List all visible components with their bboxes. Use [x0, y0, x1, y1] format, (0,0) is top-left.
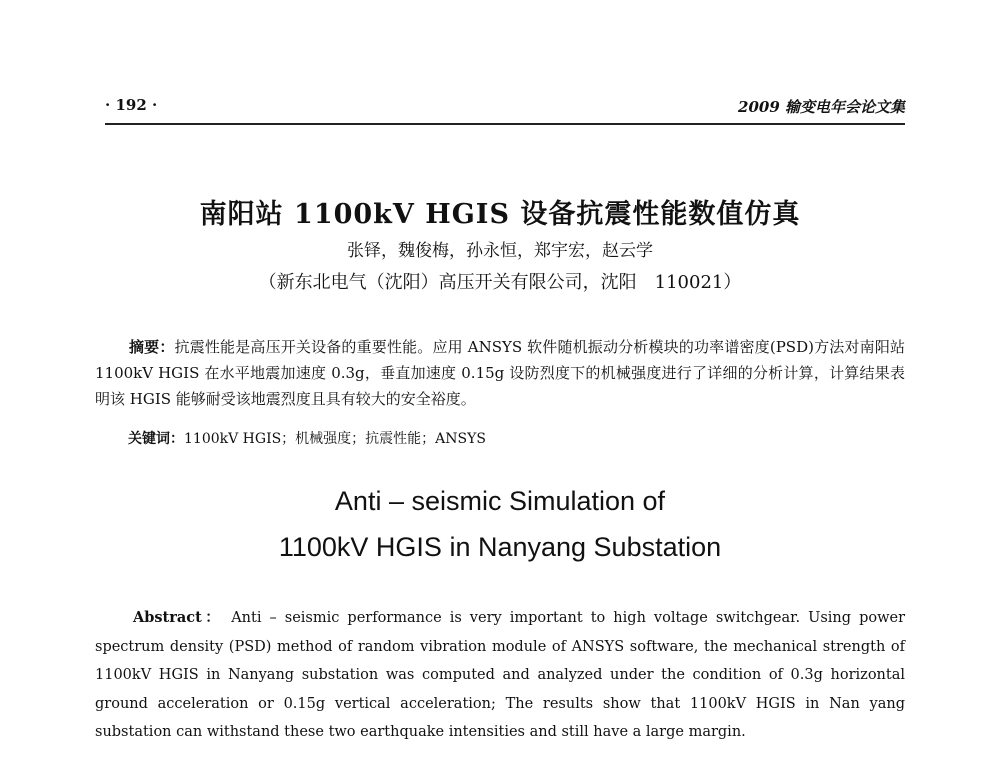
- abstract-chinese-text: 抗震性能是高压开关设备的重要性能。应用 ANSYS 软件随机振动分析模块的功率谱密度(PSD)方法对南阳站 1100kV HGIS 在水平地震加速度 0.3g，垂直加速度 0.15g 设防烈度下的机械强度进行了详细的分析计算，计算结果表明该 HGIS 能够耐受该地震烈度且具有较大的安全裕度。: [95, 338, 905, 408]
- abstract-english-label: Abstract：: [133, 609, 224, 626]
- affiliation-chinese: （新东北电气（沈阳）高压开关有限公司，沈阳 110021）: [258, 272, 742, 293]
- journal-title: 2009 输变电年会论文集: [738, 98, 905, 116]
- authors-chinese: 张铎，魏俊梅，孙永恒，郑宇宏，赵云学: [347, 241, 653, 261]
- title-english-line1: Anti – seismic Simulation of: [334, 486, 666, 516]
- abstract-chinese: [95, 334, 905, 412]
- abstract-english-paragraph: [95, 604, 905, 747]
- keywords-chinese-text: 1100kV HGIS；机械强度；抗震性能；ANSYS: [184, 431, 486, 447]
- title-chinese: 南阳站 1100kV HGIS 设备抗震性能数值仿真: [199, 199, 801, 230]
- page-number: · 192 ·: [105, 96, 158, 114]
- abstract-english-text: Anti – seismic performance is very important to high voltage switchgear. Using power spectrum density (PSD) method of random vibration module of ANSYS software, the mechanical strength of 1100kV HGIS in Nanyang substation was computed and analyzed under the condition of 0.3g horizontal ground acceleration or 0.15g vertical acceleration; The results show that 1100kV HGIS in Nan yang substation can withstand these two earthquake intensities and still have a large margin.: [95, 610, 905, 740]
- keywords-chinese-label: 关键词：: [128, 431, 184, 447]
- header-rule: [105, 123, 905, 125]
- title-english-line2: 1100kV HGIS in Nanyang Substation: [278, 532, 722, 562]
- abstract-chinese-label: 摘要：: [129, 338, 175, 356]
- abstract-chinese-paragraph: [95, 334, 905, 412]
- abstract-english: [95, 604, 905, 747]
- running-header: [105, 96, 905, 122]
- keywords-chinese: [128, 428, 486, 448]
